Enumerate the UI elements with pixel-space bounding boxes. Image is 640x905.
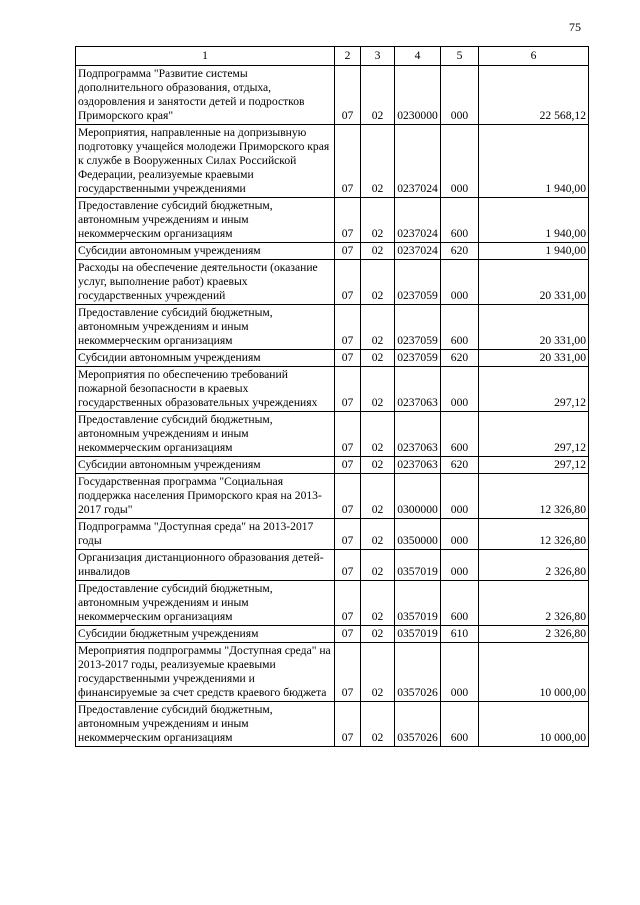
cell-subsection: 02 [361, 702, 395, 747]
cell-name: Мероприятия, направленные на допризывную подготовку учащейся молодежи Приморского края к службе в Вооруженных Силах Российской Федерации, реализуемые краевыми государственными учреждениями [76, 125, 335, 198]
cell-name: Организация дистанционного образования детей-инвалидов [76, 550, 335, 581]
table-row [76, 643, 589, 702]
cell-target-code: 0237063 [395, 412, 441, 457]
cell-section: 07 [335, 367, 361, 412]
cell-section: 07 [335, 243, 361, 260]
cell-amount: 20 331,00 [479, 260, 589, 305]
cell-subsection: 02 [361, 643, 395, 702]
page-number: 75 [569, 20, 581, 34]
table-row [76, 550, 589, 581]
cell-section: 07 [335, 626, 361, 643]
cell-subsection: 02 [361, 66, 395, 125]
cell-name: Предоставление субсидий бюджетным, автономным учреждениям и иным некоммерческим организациям [76, 412, 335, 457]
cell-amount: 12 326,80 [479, 474, 589, 519]
cell-name: Субсидии автономным учреждениям [76, 243, 335, 260]
cell-subsection: 02 [361, 125, 395, 198]
cell-name: Субсидии автономным учреждениям [76, 457, 335, 474]
header-col-3: 3 [361, 47, 395, 66]
cell-subsection: 02 [361, 550, 395, 581]
cell-amount: 1 940,00 [479, 243, 589, 260]
cell-expense-type: 000 [441, 66, 479, 125]
cell-name: Подпрограмма "Развитие системы дополнительного образования, отдыха, оздоровления и занятости детей и подростков Приморского края" [76, 66, 335, 125]
header-col-5: 5 [441, 47, 479, 66]
cell-section: 07 [335, 581, 361, 626]
cell-target-code: 0237024 [395, 125, 441, 198]
cell-target-code: 0350000 [395, 519, 441, 550]
cell-subsection: 02 [361, 457, 395, 474]
table-row [76, 66, 589, 125]
table-row [76, 457, 589, 474]
cell-amount: 297,12 [479, 457, 589, 474]
cell-section: 07 [335, 350, 361, 367]
cell-expense-type: 000 [441, 260, 479, 305]
cell-target-code: 0357019 [395, 626, 441, 643]
cell-target-code: 0237059 [395, 350, 441, 367]
cell-target-code: 0357019 [395, 550, 441, 581]
cell-section: 07 [335, 702, 361, 747]
cell-section: 07 [335, 519, 361, 550]
cell-section: 07 [335, 198, 361, 243]
cell-target-code: 0357019 [395, 581, 441, 626]
table-row [76, 367, 589, 412]
table-row [76, 702, 589, 747]
cell-amount: 20 331,00 [479, 305, 589, 350]
cell-subsection: 02 [361, 519, 395, 550]
cell-name: Субсидии бюджетным учреждениям [76, 626, 335, 643]
cell-amount: 22 568,12 [479, 66, 589, 125]
table-header [76, 47, 589, 66]
cell-name: Мероприятия по обеспечению требований пожарной безопасности в краевых государственных образовательных учреждениях [76, 367, 335, 412]
cell-subsection: 02 [361, 581, 395, 626]
cell-section: 07 [335, 643, 361, 702]
table-row [76, 474, 589, 519]
cell-section: 07 [335, 125, 361, 198]
cell-expense-type: 620 [441, 243, 479, 260]
table-row [76, 581, 589, 626]
cell-target-code: 0357026 [395, 702, 441, 747]
cell-expense-type: 000 [441, 519, 479, 550]
cell-subsection: 02 [361, 243, 395, 260]
cell-expense-type: 610 [441, 626, 479, 643]
cell-name: Субсидии автономным учреждениям [76, 350, 335, 367]
cell-subsection: 02 [361, 305, 395, 350]
cell-amount: 10 000,00 [479, 643, 589, 702]
cell-section: 07 [335, 457, 361, 474]
cell-amount: 297,12 [479, 412, 589, 457]
table-row [76, 305, 589, 350]
cell-target-code: 0237024 [395, 243, 441, 260]
cell-amount: 1 940,00 [479, 125, 589, 198]
cell-expense-type: 000 [441, 474, 479, 519]
table-row [76, 412, 589, 457]
cell-amount: 10 000,00 [479, 702, 589, 747]
cell-subsection: 02 [361, 198, 395, 243]
cell-amount: 2 326,80 [479, 626, 589, 643]
cell-expense-type: 620 [441, 457, 479, 474]
header-col-4: 4 [395, 47, 441, 66]
cell-section: 07 [335, 550, 361, 581]
cell-target-code: 0237024 [395, 198, 441, 243]
cell-expense-type: 600 [441, 581, 479, 626]
budget-table [75, 46, 589, 747]
header-col-2: 2 [335, 47, 361, 66]
cell-target-code: 0237059 [395, 305, 441, 350]
table-body [76, 66, 589, 747]
cell-amount: 297,12 [479, 367, 589, 412]
cell-subsection: 02 [361, 412, 395, 457]
cell-target-code: 0237063 [395, 367, 441, 412]
cell-expense-type: 620 [441, 350, 479, 367]
cell-section: 07 [335, 260, 361, 305]
cell-expense-type: 000 [441, 643, 479, 702]
table-row [76, 260, 589, 305]
cell-expense-type: 000 [441, 125, 479, 198]
table-row [76, 626, 589, 643]
cell-expense-type: 000 [441, 367, 479, 412]
cell-expense-type: 600 [441, 198, 479, 243]
cell-expense-type: 000 [441, 550, 479, 581]
cell-name: Государственная программа "Социальная поддержка населения Приморского края на 2013-2017 годы" [76, 474, 335, 519]
cell-expense-type: 600 [441, 412, 479, 457]
cell-subsection: 02 [361, 350, 395, 367]
table-row [76, 125, 589, 198]
cell-name: Мероприятия подпрограммы "Доступная среда" на 2013-2017 годы, реализуемые краевыми государственными учреждениями и финансируемые за счет средств краевого бюджета [76, 643, 335, 702]
cell-name: Предоставление субсидий бюджетным, автономным учреждениям и иным некоммерческим организациям [76, 198, 335, 243]
table-row [76, 243, 589, 260]
table-row [76, 350, 589, 367]
cell-name: Расходы на обеспечение деятельности (оказание услуг, выполнение работ) краевых государственных учреждений [76, 260, 335, 305]
cell-subsection: 02 [361, 260, 395, 305]
cell-subsection: 02 [361, 474, 395, 519]
cell-amount: 12 326,80 [479, 519, 589, 550]
cell-target-code: 0357026 [395, 643, 441, 702]
cell-amount: 1 940,00 [479, 198, 589, 243]
cell-amount: 20 331,00 [479, 350, 589, 367]
cell-expense-type: 600 [441, 702, 479, 747]
cell-name: Предоставление субсидий бюджетным, автономным учреждениям и иным некоммерческим организациям [76, 702, 335, 747]
cell-subsection: 02 [361, 626, 395, 643]
table-row [76, 198, 589, 243]
cell-name: Предоставление субсидий бюджетным, автономным учреждениям и иным некоммерческим организациям [76, 581, 335, 626]
cell-amount: 2 326,80 [479, 550, 589, 581]
cell-amount: 2 326,80 [479, 581, 589, 626]
header-row [76, 47, 589, 66]
cell-section: 07 [335, 305, 361, 350]
table-row [76, 519, 589, 550]
cell-target-code: 0300000 [395, 474, 441, 519]
cell-section: 07 [335, 474, 361, 519]
cell-subsection: 02 [361, 367, 395, 412]
header-col-1: 1 [76, 47, 335, 66]
cell-target-code: 0237059 [395, 260, 441, 305]
cell-expense-type: 600 [441, 305, 479, 350]
cell-target-code: 0230000 [395, 66, 441, 125]
cell-section: 07 [335, 412, 361, 457]
cell-name: Предоставление субсидий бюджетным, автономным учреждениям и иным некоммерческим организациям [76, 305, 335, 350]
cell-section: 07 [335, 66, 361, 125]
header-col-6: 6 [479, 47, 589, 66]
cell-name: Подпрограмма "Доступная среда" на 2013-2017 годы [76, 519, 335, 550]
cell-target-code: 0237063 [395, 457, 441, 474]
